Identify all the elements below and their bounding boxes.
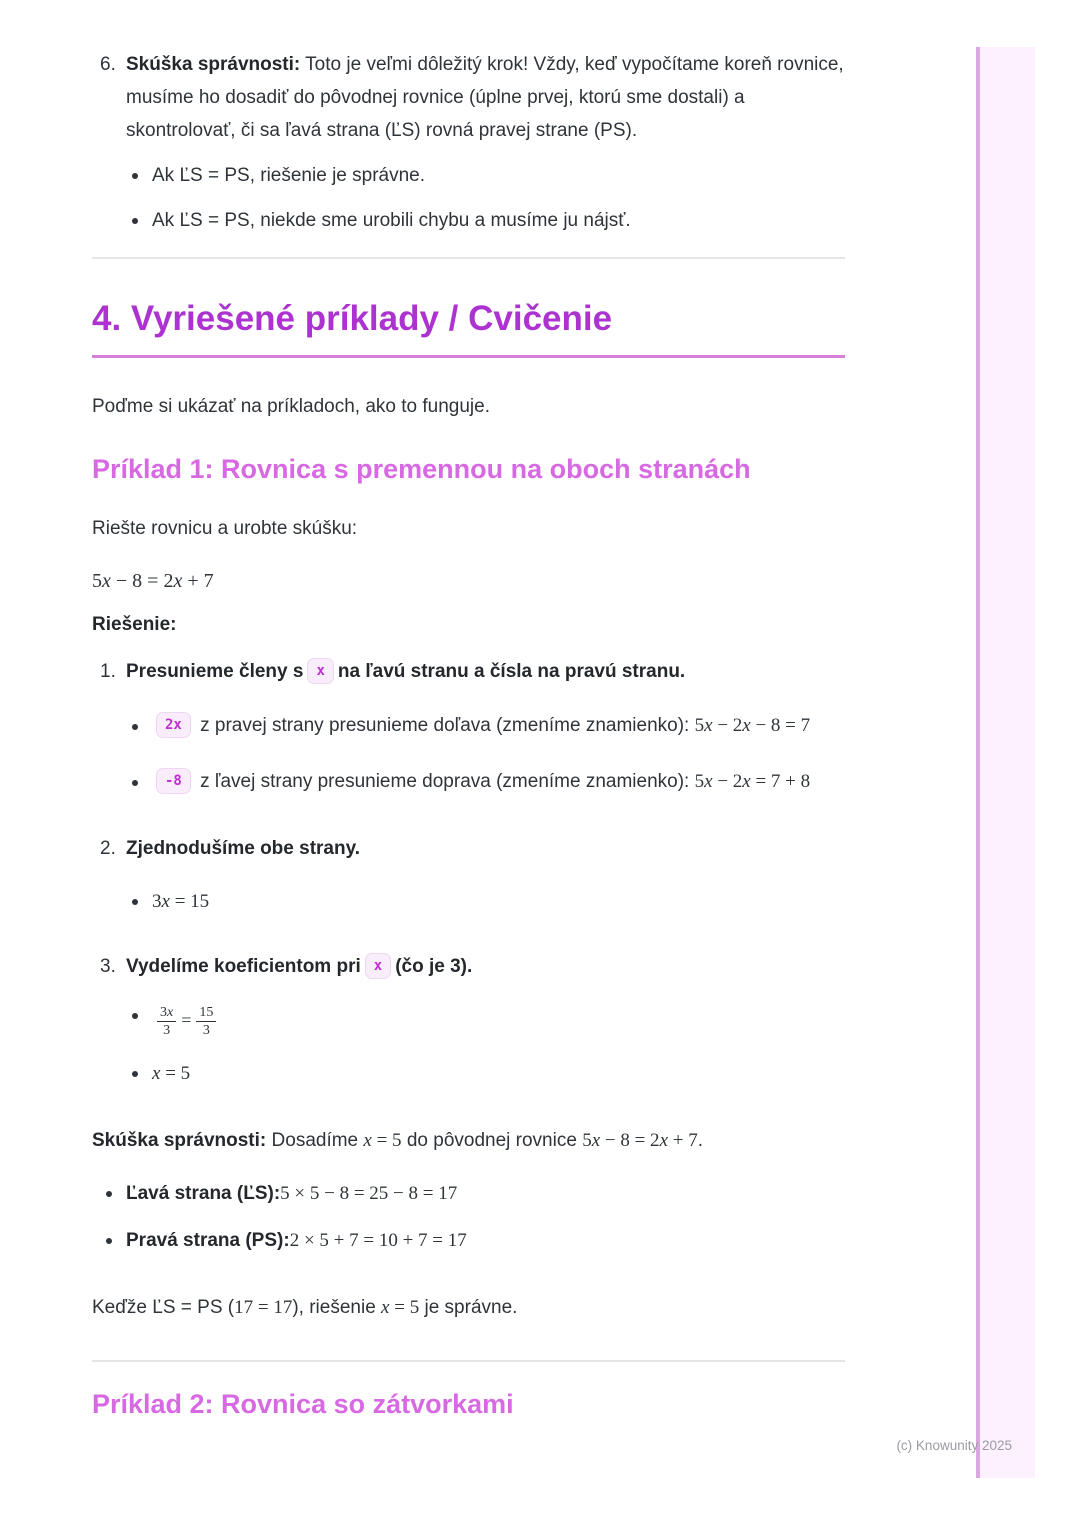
- inline-code-chip: -8: [156, 768, 191, 794]
- step-number: 1.: [100, 661, 116, 682]
- bullet-dot: [132, 1071, 138, 1077]
- step2-bullet-list: [92, 885, 845, 918]
- step3-bullet-list: [92, 999, 845, 1090]
- bullet-dot: [132, 899, 138, 905]
- bullet-item: [106, 1224, 845, 1257]
- bullet-text: Ľavá strana (ĽS):5 × 5 − 8 = 25 − 8 = 17: [126, 1183, 458, 1204]
- conclusion-paragraph: Keďže ĽS = PS (17 = 17), riešenie x = 5 je správne.: [92, 1297, 518, 1318]
- check-paragraph: Skúška správnosti: Dosadíme x = 5 do pôvodnej rovnice 5x − 8 = 2x + 7.: [92, 1130, 703, 1151]
- numbered-item-6: [92, 48, 845, 147]
- side-stripe-decoration: [976, 47, 1035, 1478]
- example2-heading: Príklad 2: Rovnica so zátvorkami: [92, 1389, 514, 1419]
- fraction-equation: $\frac{3x}{3}$ = $\frac{15}{3}$: [152, 999, 845, 1041]
- bullet-dot: [106, 1238, 112, 1244]
- intro-paragraph: Poďme si ukázať na príkladoch, ako to funguje.: [92, 396, 490, 417]
- step-number: 2.: [100, 838, 116, 859]
- document-content: [92, 48, 845, 1421]
- bullet-text: -8 z ľavej strany presunieme doprava (zmeníme znamienko): 5x − 2x = 7 + 8: [152, 764, 845, 800]
- side-label: Ľavá strana (ĽS):: [126, 1183, 281, 1204]
- step-item-1: [92, 655, 845, 688]
- bullet-text: 2x z pravej strany presunieme doľava (zmeníme znamienko): 5x − 2x − 8 = 7: [152, 708, 845, 744]
- step-item-3: [92, 950, 845, 983]
- bullet-item: [106, 1177, 845, 1210]
- inline-code-chip: x: [307, 658, 333, 684]
- item-text: [126, 48, 845, 147]
- inline-code-chip: x: [365, 953, 391, 979]
- inline-code-chip: 2x: [156, 712, 191, 738]
- check-bullet-list: [92, 1177, 845, 1257]
- fraction: $\frac{15}{3}$: [196, 1005, 216, 1038]
- bullet-item: [132, 708, 845, 744]
- bullet-item: [132, 1057, 845, 1090]
- bullet-dot: [132, 724, 138, 730]
- section-heading: 4. Vyriešené príklady / Cvičenie: [92, 299, 845, 358]
- bullet-text: Ak ĽS = PS, niekde sme urobili chybu a musíme ju nájsť.: [152, 210, 631, 231]
- item-body-text: Toto je veľmi dôležitý krok! Vždy, keď vypočítame koreň rovnice, musíme ho dosadiť do pôvodnej rovnice (úplne prvej, ktorú sme dostali) a skontrolovať, či sa ľavá strana (ĽS) rovná pravej strane (PS).: [126, 54, 844, 141]
- item-lead-bold: Skúška správnosti:: [126, 54, 301, 75]
- section-divider: [92, 257, 845, 259]
- step-title: Presunieme členy s x na ľavú stranu a čísla na pravú stranu.: [126, 655, 845, 688]
- bullet-text: Pravá strana (PS):2 × 5 + 7 = 10 + 7 = 17: [126, 1230, 467, 1251]
- bullet-item: [132, 885, 845, 918]
- footer-credit: (c) Knowunity 2025: [896, 1438, 1012, 1453]
- bullet-dot: [132, 173, 138, 179]
- solution-label: Riešenie:: [92, 614, 177, 635]
- section-divider: [92, 1360, 845, 1362]
- equation-line: 5x − 8 = 2x + 7: [92, 570, 214, 592]
- item6-bullet-list: [92, 159, 845, 237]
- bullet-text: Ak ĽS = PS, riešenie je správne.: [152, 165, 426, 186]
- math-expression: x = 5: [152, 1063, 191, 1084]
- bullet-dot: [132, 1013, 138, 1019]
- math-expression: 3x = 15: [152, 891, 210, 912]
- bullet-item: [132, 999, 845, 1041]
- step-item-2: [92, 832, 845, 865]
- step1-bullet-list: [92, 708, 845, 800]
- item-number: 6.: [100, 54, 116, 75]
- bullet-item: [132, 764, 845, 800]
- step-title: Vydelíme koeficientom pri x (čo je 3).: [126, 950, 845, 983]
- bullet-dot: [132, 218, 138, 224]
- bullet-dot: [106, 1191, 112, 1197]
- solution-steps: [92, 655, 845, 1090]
- task-paragraph: Riešte rovnicu a urobte skúšku:: [92, 518, 358, 539]
- side-label: Pravá strana (PS):: [126, 1230, 290, 1251]
- step-title: Zjednodušíme obe strany.: [126, 838, 361, 859]
- example1-heading: Príklad 1: Rovnica s premennou na oboch stranách: [92, 454, 751, 484]
- bullet-dot: [132, 780, 138, 786]
- step-number: 3.: [100, 956, 116, 977]
- bullet-item: [132, 204, 845, 237]
- bullet-item: [132, 159, 845, 192]
- fraction: $\frac{3x}{3}$: [157, 1005, 176, 1038]
